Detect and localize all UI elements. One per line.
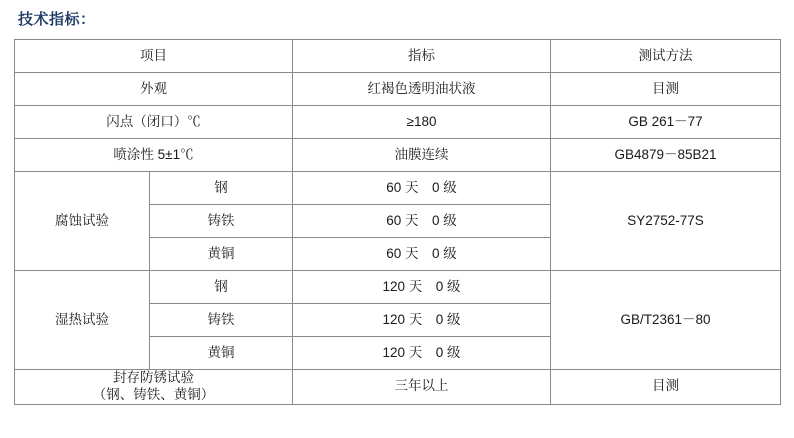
- cell-index: ≥180: [293, 106, 551, 139]
- table-row: [15, 106, 781, 139]
- cell-material: 铸铁: [150, 304, 293, 337]
- cell-item-storage-line2: （钢、铸铁、黄铜）: [92, 386, 215, 402]
- cell-group-method-humidity: GB/T2361－80: [551, 271, 781, 370]
- cell-material: 黄铜: [150, 238, 293, 271]
- cell-material: 黄铜: [150, 337, 293, 370]
- cell-method: 目测: [551, 73, 781, 106]
- cell-index: 60 天 0 级: [293, 238, 551, 271]
- header-cell-index: 指标: [293, 40, 551, 73]
- cell-item: 喷涂性 5±1℃: [15, 139, 293, 172]
- cell-index: 红褐色透明油状液: [293, 73, 551, 106]
- cell-index: 油膜连续: [293, 139, 551, 172]
- cell-group-label-humidity: 湿热试验: [15, 271, 150, 370]
- cell-index: 120 天 0 级: [293, 304, 551, 337]
- cell-item-storage: [15, 370, 293, 405]
- cell-item: 外观: [15, 73, 293, 106]
- table-row-storage: [15, 370, 781, 405]
- cell-index: 120 天 0 级: [293, 337, 551, 370]
- document-page: [0, 8, 794, 438]
- header-cell-item: 项目: [15, 40, 293, 73]
- cell-method: GB 261－77: [551, 106, 781, 139]
- cell-method: 目测: [551, 370, 781, 405]
- cell-item: 闪点（闭口）℃: [15, 106, 293, 139]
- table-row: [15, 73, 781, 106]
- cell-index: 120 天 0 级: [293, 271, 551, 304]
- cell-index: 60 天 0 级: [293, 172, 551, 205]
- page-title: 技术指标：: [18, 11, 96, 28]
- cell-index: 三年以上: [293, 370, 551, 405]
- table-header-row: [15, 40, 781, 73]
- header-cell-method: 测试方法: [551, 40, 781, 73]
- cell-group-method-corrosion: SY2752-77S: [551, 172, 781, 271]
- technical-spec-table: [14, 39, 781, 405]
- cell-group-label-corrosion: 腐蚀试验: [15, 172, 150, 271]
- cell-material: 钢: [150, 172, 293, 205]
- cell-material: 铸铁: [150, 205, 293, 238]
- table-row-corrosion-steel: [15, 172, 781, 205]
- cell-item-storage-line1: 封存防锈试验: [113, 370, 194, 385]
- cell-index: 60 天 0 级: [293, 205, 551, 238]
- table-row: [15, 139, 781, 172]
- cell-material: 钢: [150, 271, 293, 304]
- table-row-humidity-steel: [15, 271, 781, 304]
- cell-method: GB4879－85B21: [551, 139, 781, 172]
